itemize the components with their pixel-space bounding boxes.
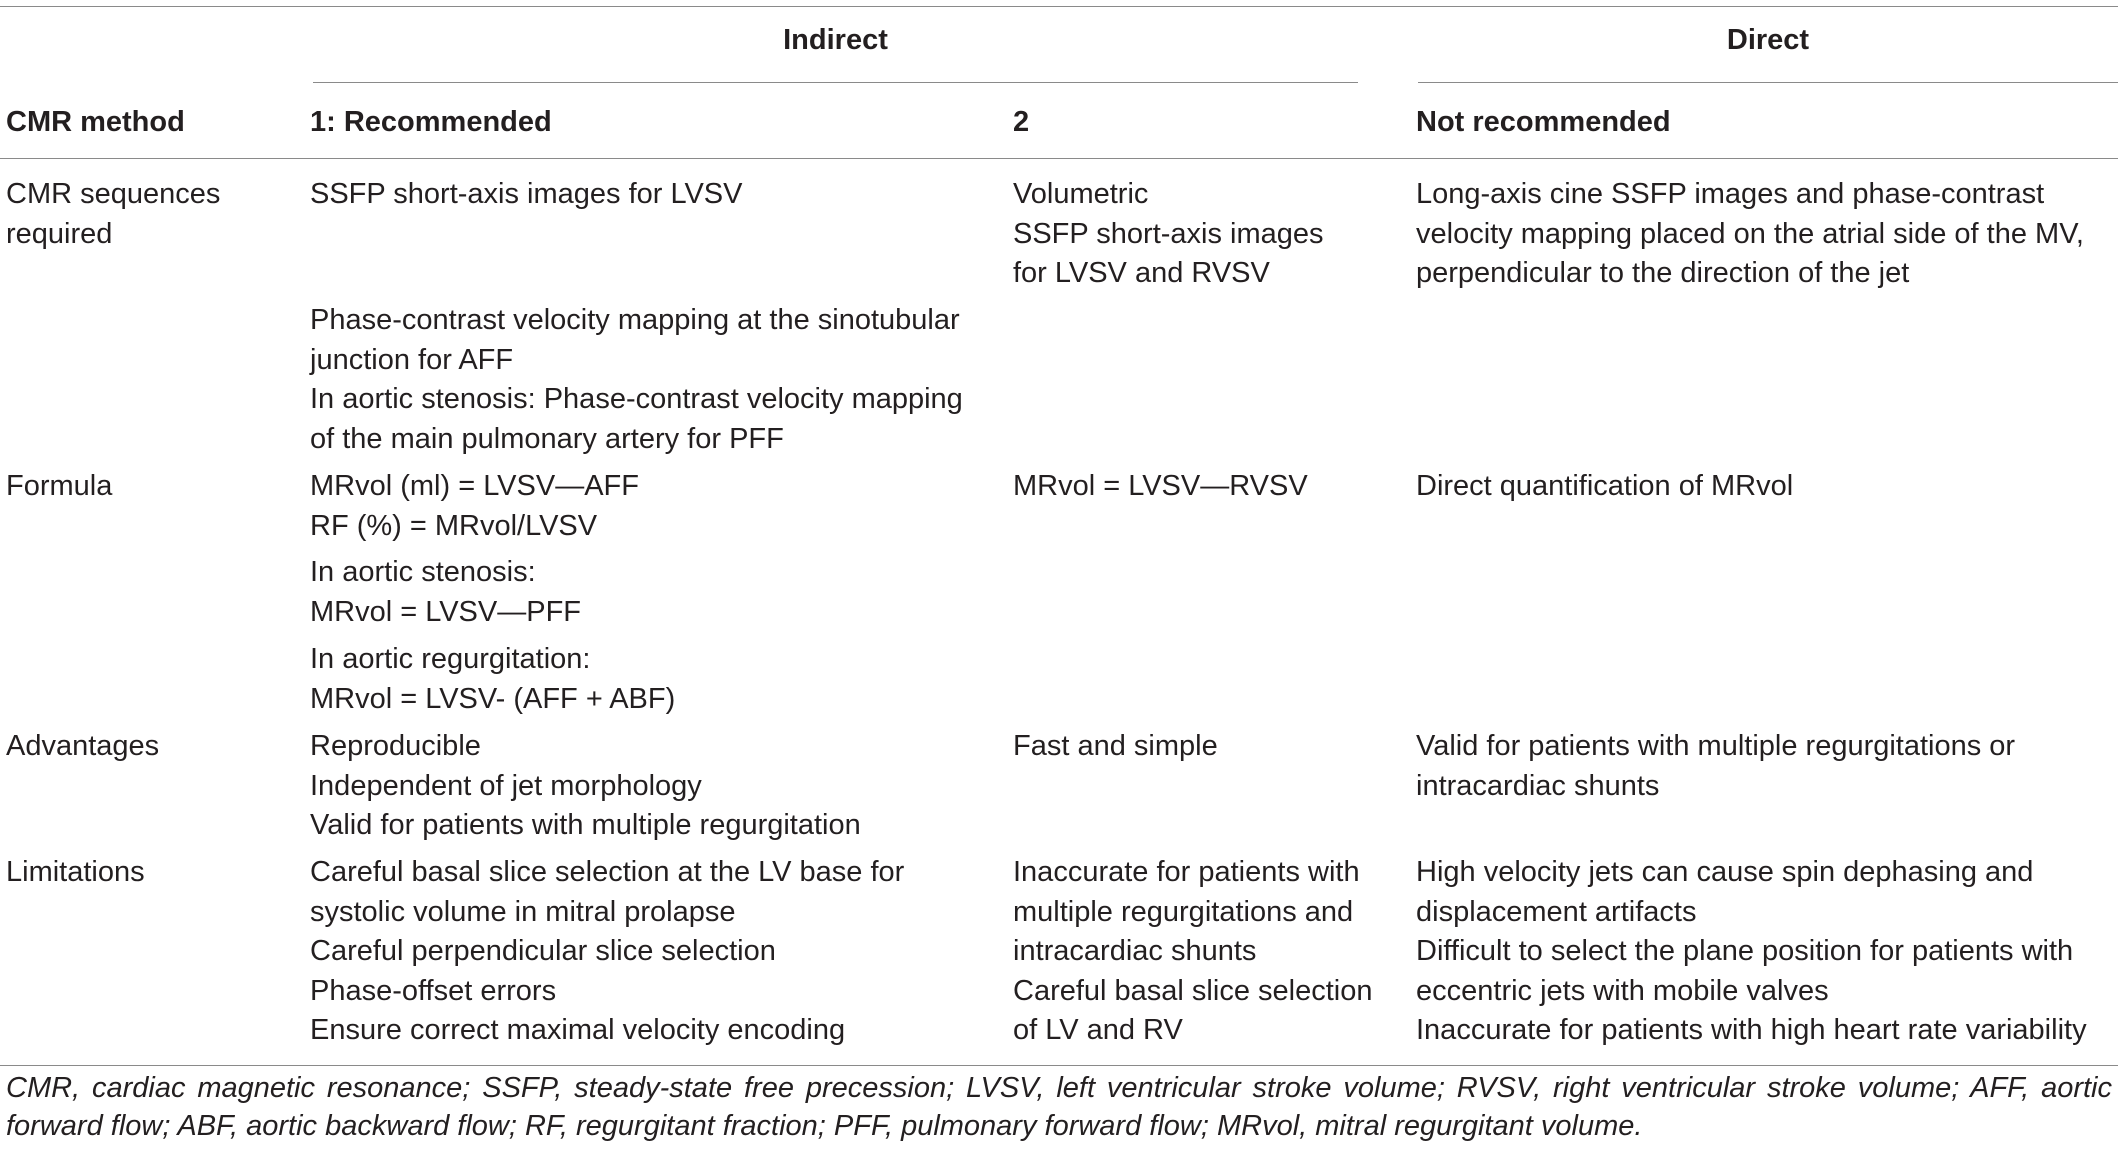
cell-sequences-recommended-b xyxy=(310,301,963,459)
cell-line: RF (%) = MRvol/LVSV xyxy=(310,509,598,542)
cell-line: Careful basal slice selection at the LV base for xyxy=(310,856,905,888)
cell-line: MRvol (ml) = LVSV—AFF xyxy=(310,470,639,502)
row-label-advantages xyxy=(6,727,159,767)
cell-line: perpendicular to the direction of the jet xyxy=(1416,257,1910,289)
header-bottom-rule xyxy=(0,158,2118,159)
cell-line: Phase-offset errors xyxy=(310,974,557,1007)
cell-sequences-second xyxy=(1013,175,1324,294)
cell-line: In aortic stenosis: xyxy=(310,556,536,588)
cell-line: CMR sequences xyxy=(6,178,221,210)
cell-formula-direct xyxy=(1416,467,1793,507)
cell-sequences-direct xyxy=(1416,175,2084,294)
row-label-sequences xyxy=(6,175,220,254)
cell-line: MRvol = LVSV—PFF xyxy=(310,595,581,628)
cell-line: displacement artifacts xyxy=(1416,895,1697,928)
direct-group-rule xyxy=(1418,82,2118,83)
cell-advantages-recommended xyxy=(310,727,861,846)
cell-line: In aortic regurgitation: xyxy=(310,643,591,675)
cell-line: Valid for patients with multiple regurgitations or xyxy=(1416,730,2016,762)
cell-line: Inaccurate for patients with high heart rate variability xyxy=(1416,1014,2087,1046)
cell-limitations-recommended xyxy=(310,853,904,1051)
indirect-group-rule xyxy=(313,82,1358,83)
cell-line: Fast and simple xyxy=(1013,730,1218,762)
cell-line: MRvol = LVSV—RVSV xyxy=(1013,470,1308,502)
table-top-rule xyxy=(0,6,2118,7)
cell-line: Reproducible xyxy=(310,730,481,762)
row-label-limitations xyxy=(6,853,145,893)
cell-formula-recommended-b xyxy=(310,553,581,632)
cell-line: Phase-contrast velocity mapping at the sinotubular xyxy=(310,304,960,336)
cell-line: intracardiac shunts xyxy=(1013,935,1257,967)
cell-line: Advantages xyxy=(6,730,160,762)
cell-line: junction for AFF xyxy=(310,343,514,376)
column-header-recommended: 1: Recommended xyxy=(310,106,552,138)
row-label-formula xyxy=(6,467,112,507)
cell-line: Inaccurate for patients with xyxy=(1013,856,1360,888)
cell-line: MRvol = LVSV- (AFF + ABF) xyxy=(310,682,676,715)
cell-line: systolic volume in mitral prolapse xyxy=(310,895,736,928)
group-header-indirect: Indirect xyxy=(783,24,888,56)
cell-line: intracardiac shunts xyxy=(1416,769,1660,802)
cell-line: High velocity jets can cause spin dephasing and xyxy=(1416,856,2034,888)
cell-limitations-second xyxy=(1013,853,1372,1051)
cell-formula-recommended-c xyxy=(310,640,675,719)
column-header-cmr-method: CMR method xyxy=(6,106,185,138)
cell-line: Formula xyxy=(6,470,113,502)
table-footnote: CMR, cardiac magnetic resonance; SSFP, steady-state free precession; LVSV, left ventricular stroke volume; RVSV, right ventricular stroke volume; AFF, aortic forward flow; ABF, aortic backward flow; RF, regurgitant fraction; PFF, pulmonary forward flow; MRvol, mitral regurgitant volume. xyxy=(6,1072,2112,1142)
cell-line: Ensure correct maximal velocity encoding xyxy=(310,1014,846,1046)
cell-line: of the main pulmonary artery for PFF xyxy=(310,422,784,455)
cell-line: Volumetric xyxy=(1013,178,1149,210)
cell-line: Careful perpendicular slice selection xyxy=(310,935,776,967)
cell-line: Independent of jet morphology xyxy=(310,769,702,802)
group-header-direct: Direct xyxy=(1726,24,1810,56)
cell-line: Valid for patients with multiple regurgitation xyxy=(310,809,861,841)
cell-line: velocity mapping placed on the atrial side of the MV, xyxy=(1416,217,2084,250)
cell-line: eccentric jets with mobile valves xyxy=(1416,974,1829,1007)
cell-line: Direct quantification of MRvol xyxy=(1416,470,1794,502)
cell-limitations-direct xyxy=(1416,853,2087,1051)
cell-advantages-direct xyxy=(1416,727,2015,806)
cell-line: required xyxy=(6,217,113,250)
column-header-second: 2 xyxy=(1013,106,1030,138)
cell-line: multiple regurgitations and xyxy=(1013,895,1354,928)
cell-formula-second xyxy=(1013,467,1308,507)
cell-line: In aortic stenosis: Phase-contrast velocity mapping xyxy=(310,383,963,415)
table-bottom-rule xyxy=(0,1065,2118,1066)
cell-advantages-second xyxy=(1013,727,1218,767)
cell-line: SSFP short-axis images xyxy=(1013,217,1324,250)
column-header-not-recommended: Not recommended xyxy=(1416,106,1671,138)
cell-line: Long-axis cine SSFP images and phase-contrast xyxy=(1416,178,2045,210)
cell-line: Careful basal slice selection xyxy=(1013,974,1373,1007)
cell-formula-recommended-a xyxy=(310,467,639,546)
cell-line: Limitations xyxy=(6,856,145,888)
cell-line: SSFP short-axis images for LVSV xyxy=(310,178,743,210)
cell-line: for LVSV and RVSV xyxy=(1013,257,1270,289)
cell-line: of LV and RV xyxy=(1013,1014,1183,1046)
cell-sequences-recommended-a xyxy=(310,175,742,215)
cell-line: Difficult to select the plane position for patients with xyxy=(1416,935,2074,967)
